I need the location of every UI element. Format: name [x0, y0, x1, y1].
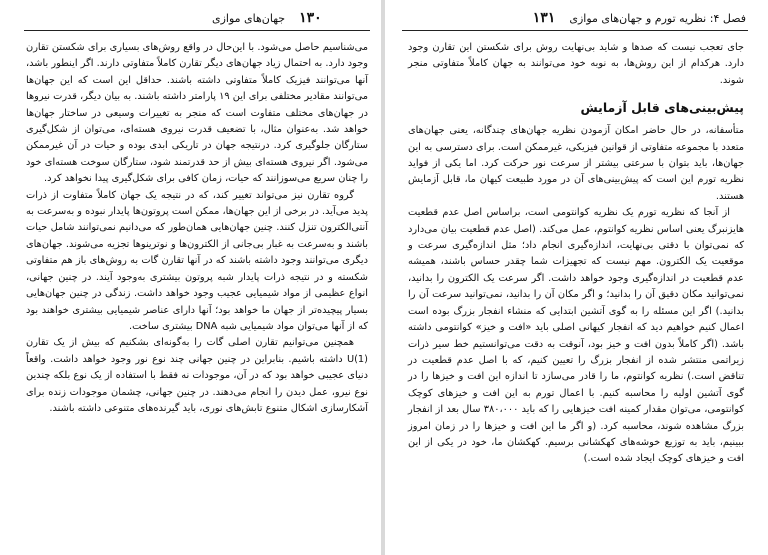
right-header-rule	[402, 30, 748, 31]
right-page-number: ۱۳۱	[532, 10, 556, 26]
left-page-body	[26, 40, 368, 417]
right-paragraph-2: از آنجا که نظریه تورم یک نظریه کوانتومی است، براساس اصل عدم قطعیت هایزنبرگ یعنی اساس نظریه کوانتوم، عمل می‌کند. (اصل عدم قطعیت بیان می‌دارد که نمی‌توان با دقتی بی‌نهایت، اندازه‌گیری انجام داد؛ مثل اندازه‌گیری سرعت و موقعیت یک الکترون. مهم نیست که تجهیزات شما چقدر حساس باشند، همیشه عدم قطعیت در اندازه‌گیری وجود خواهد داشت. اگر سرعت یک الکترون را بدانید، نمی‌توانید مکان دقیق آن را بدانید؛ و اگر مکان آن را بدانید، نمی‌توانید سرعت آن را بدانید.) اگر این مسئله را به گوی آتشین ابتدایی که منشاء انفجار بزرگ بوده است اعمال کنیم خواهیم دید که انفجار کیهانی اصلی باید «افت و خیز» کوانتومی داشته باشد. (اگر کاملاً بدون افت و خیز بود، آنوقت به دقت می‌توانستیم خط سیر ذرات زیراتمی منتشر شده از انفجار بزرگ را تعیین کنیم، که با اصل عدم قطعیت در تناقض است.) نظریه کوانتوم، ما را قادر می‌سازد تا اندازه این افت و خیزها را در گوی آتشین اولیه را محاسبه کنیم. با اعمال تورم به این افت و خیزهای کوچک کوانتومی، می‌توان مقدار کمینه افت خیزهایی را که باید ۳۸۰،۰۰۰ سال بعد از انفجار بزرگ مشاهده شوند، محاسبه کرد. (و اگر ما این افت و خیزها را در زمان امروز ببینیم، باید به توزیع خوشه‌های کهکشانی برسیم. کهکشان ما، خود در یکی از این افت و خیزهای کوچک ایجاد شده است.)	[408, 207, 745, 465]
right-page-header	[533, 9, 746, 27]
left-page-number: ۱۳۰	[299, 10, 322, 26]
left-paragraph-2: گروه تقارن نیز می‌تواند تغییر کند، که در نتیجه یک جهان کاملاً متفاوت از ذرات پدید می‌آید. در برخی از این جهان‌ها، ممکن است پروتون‌ها پایدار نبوده و به‌سرعت به آنتی‌الکترون تنزل کنند. چنین جهان‌هایی همان‌طور که می‌دانیم نمی‌توانند شامل حیات باشند و به‌سرعت به غبار بی‌جانی از الکترون‌ها و نوترینوها تجزیه می‌شوند. جهان‌های دیگری می‌توانند وجود داشته باشند که در آنها تقارن گات به روش‌های باز هم متفاوتی شکسته و در نتیجه ذرات پایدار شبه پروتون بیشتری به‌وجود آیند. در چنین جهانی، انواع عظیمی از مواد شیمیایی عجیب وجود خواهد داشت. زندگی در چنین جهان‌هایی بسیار پیچیده‌تر از جهان ما خواهد بود؛ آنها دارای عناصر شیمیایی بیشتری خواهند بود که از آنها می‌توان مواد شیمیایی شبه DNA بیشتری ساخت.	[26, 189, 368, 332]
right-intro-paragraph: جای تعجب نیست که صدها و شاید بی‌نهایت روش برای شکستن این تقارن وجود دارد. هرکدام از این روش‌ها، به نوبه خود می‌توانند به جهان کاملاً متفاوتی منجر شوند.	[408, 42, 744, 86]
right-paragraph-1: متأسفانه، در حال حاضر امکان آزمودن نظریه جهان‌های چندگانه، یعنی جهان‌های متعدد با مجموعه متفاوتی از قوانین فیزیکی، غیرممکن است. برای دسترسی به این جهان‌ها، باید بتوان با سرعتی بیشتر از سرعت نور حرکت کرد. اما یکی از فواید نظریه تورم این است که پیش‌بینی‌های آن در مورد طبیعت کیهان ما، قابل آزمایش هستند.	[408, 125, 744, 202]
left-page-header	[212, 9, 322, 27]
left-running-title: جهان‌های موازی	[212, 12, 286, 25]
right-page-body	[408, 40, 744, 468]
left-paragraph-1: می‌شناسیم حاصل می‌شود. با این‌حال در واقع روش‌های بسیاری برای شکستن تقارن وجود دارد. به احتمال زیاد جهان‌های دیگر تقارن کاملاً متفاوتی دارند. اگر اینطور باشد، آنها می‌توانند فیزیک کاملاً متفاوتی داشته باشند. حداقل این است که این جهان‌ها می‌توانند مقادیر مختلفی برای این ۱۹ پارامتر داشته باشند. به بیان دیگر، قدرت نیروها در جهان‌های مختلف متفاوت است که منجر به تغییرات وسیعی در ساختار جهان‌ها خواهد شد. به‌عنوان مثال، با تضعیف قدرت نیروی هسته‌ای، می‌توان از شکل‌گیری ستارگان جلوگیری کرد. درنتیجه جهان در تاریکی ابدی بوده و حیات در آن غیرممکن می‌شود. اگر نیروی هسته‌ای بیش از حد قدرتمند شود، ستارگان سوخت هسته‌ای خود را چنان سریع می‌سوزانند که حیات، زمان کافی برای شکل‌گیری پیدا نخواهد کرد.	[26, 42, 368, 185]
left-paragraph-3: همچنین می‌توانیم تقارن اصلی گات را به‌گونه‌ای بشکنیم که بیش از یک تقارن U(1) داشته باشیم. بنابراین در چنین جهانی چند نوع نور وجود خواهد داشت. واقعاً دنیای عجیبی خواهد بود که در آن، موجودات نه فقط با استفاده از یک نوع بلکه چندین نوع نیرو، عمل دیدن را انجام می‌دهند. در چنین جهانی، چشمان موجودات زنده برای آشکارسازی اشکال متنوع تابش‌های نوری، باید گیرنده‌های متنوعی داشته باشند.	[26, 337, 368, 414]
section-heading: پیش‌بینی‌های قابل آزمایش	[580, 100, 744, 116]
right-running-title: فصل ۴: نظریه تورم و جهان‌های موازی	[569, 12, 746, 25]
right-page	[384, 0, 768, 555]
left-header-rule	[24, 30, 370, 31]
